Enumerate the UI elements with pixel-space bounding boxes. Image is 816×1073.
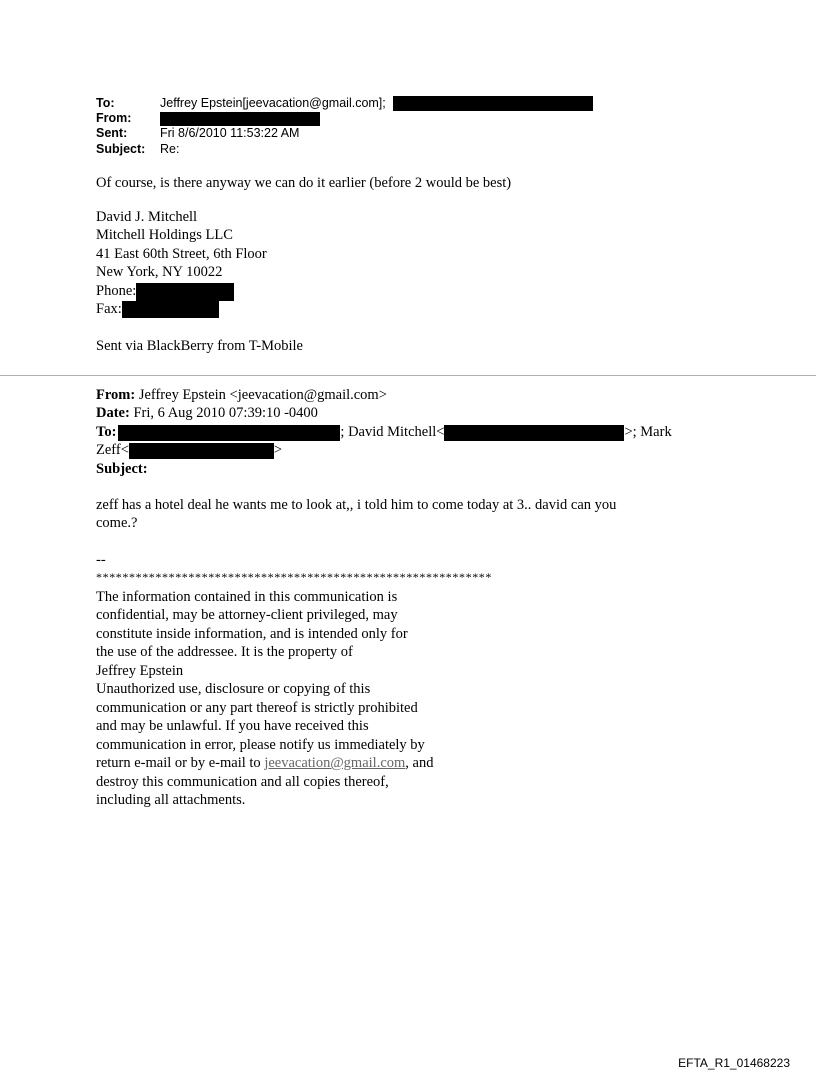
- sent-label: Sent:: [96, 126, 128, 140]
- sent-via: Sent via BlackBerry from T-Mobile: [96, 338, 303, 354]
- signature-address-1: 41 East 60th Street, 6th Floor: [96, 246, 267, 262]
- disclaimer-line: Unauthorized use, disclosure or copying of this: [96, 681, 371, 697]
- from-label: From:: [96, 111, 132, 125]
- subject-value: Re:: [160, 142, 180, 156]
- original-date-value: Fri, 6 Aug 2010 07:39:10 -0400: [133, 405, 318, 421]
- signature-name: David J. Mitchell: [96, 209, 198, 225]
- sent-value: Fri 8/6/2010 11:53:22 AM: [160, 126, 300, 140]
- original-to-line2-suffix: >: [273, 442, 283, 458]
- disclaimer-line: the use of the addressee. It is the property of: [96, 644, 353, 660]
- to-label: To:: [96, 96, 115, 110]
- document-id: EFTA_R1_01468223: [678, 1056, 790, 1070]
- reply-text: Of course, is there anyway we can do it earlier (before 2 would be best): [96, 175, 512, 191]
- disclaimer-line: constitute inside information, and is intended only for: [96, 626, 408, 642]
- original-subject: [96, 460, 148, 479]
- subject-label: Subject:: [96, 142, 146, 156]
- disclaimer-line: including all attachments.: [96, 792, 246, 808]
- original-body-line-2: come.?: [96, 515, 138, 531]
- original-date: [96, 404, 318, 423]
- redaction-box: [393, 96, 593, 111]
- original-subject-label: Subject:: [96, 461, 148, 477]
- disclaimer-line: communication in error, please notify us immediately by: [96, 737, 425, 753]
- original-body-line-1: zeff has a hotel deal he wants me to look at,, i told him to come today at 3.. david can you: [96, 497, 617, 513]
- original-to-sep-2: >; Mark: [624, 424, 672, 440]
- redaction-box: [129, 443, 274, 459]
- original-to-line2-prefix: Zeff<: [96, 442, 129, 458]
- original-date-label: Date:: [96, 405, 130, 421]
- signature-phone: [96, 282, 234, 301]
- signature-fax: [96, 300, 219, 319]
- redaction-box: [160, 112, 320, 126]
- from-value: [160, 111, 320, 126]
- redaction-box: [136, 283, 234, 301]
- disclaimer-line: Jeffrey Epstein: [96, 663, 184, 679]
- original-to-label: To:: [96, 424, 117, 440]
- original-from: [96, 386, 387, 405]
- disclaimer-line: confidential, may be attorney-client privileged, may: [96, 607, 398, 623]
- to-recipient: Jeffrey Epstein[jeevacation@gmail.com];: [160, 96, 386, 110]
- email-link[interactable]: jeevacation@gmail.com: [264, 755, 406, 771]
- redaction-box: [122, 301, 219, 318]
- original-from-value: Jeffrey Epstein <jeevacation@gmail.com>: [138, 387, 387, 403]
- disclaimer-line: communication or any part thereof is strictly prohibited: [96, 700, 418, 716]
- redaction-box: [118, 425, 340, 441]
- disclaimer-return-suffix: , and: [405, 755, 434, 771]
- phone-label: Phone:: [96, 283, 137, 299]
- disclaimer-line: The information contained in this communication is: [96, 589, 398, 605]
- signature-stars: ************************************************************: [96, 570, 492, 584]
- signature-company: Mitchell Holdings LLC: [96, 227, 233, 243]
- divider: [0, 375, 816, 376]
- original-to: [96, 423, 672, 442]
- original-from-label: From:: [96, 387, 136, 403]
- original-to-sep-1: ; David Mitchell<: [340, 424, 445, 440]
- redaction-box: [444, 425, 624, 441]
- signature-dashes: --: [96, 552, 106, 568]
- fax-label: Fax:: [96, 301, 122, 317]
- original-to-line-2: [96, 441, 282, 460]
- disclaimer-line: and may be unlawful. If you have received this: [96, 718, 369, 734]
- disclaimer-return-prefix: return e-mail or by e-mail to: [96, 755, 265, 771]
- disclaimer-return-line: [96, 754, 433, 773]
- to-value: [160, 96, 593, 111]
- signature-address-2: New York, NY 10022: [96, 264, 223, 280]
- disclaimer-line: destroy this communication and all copies thereof,: [96, 774, 389, 790]
